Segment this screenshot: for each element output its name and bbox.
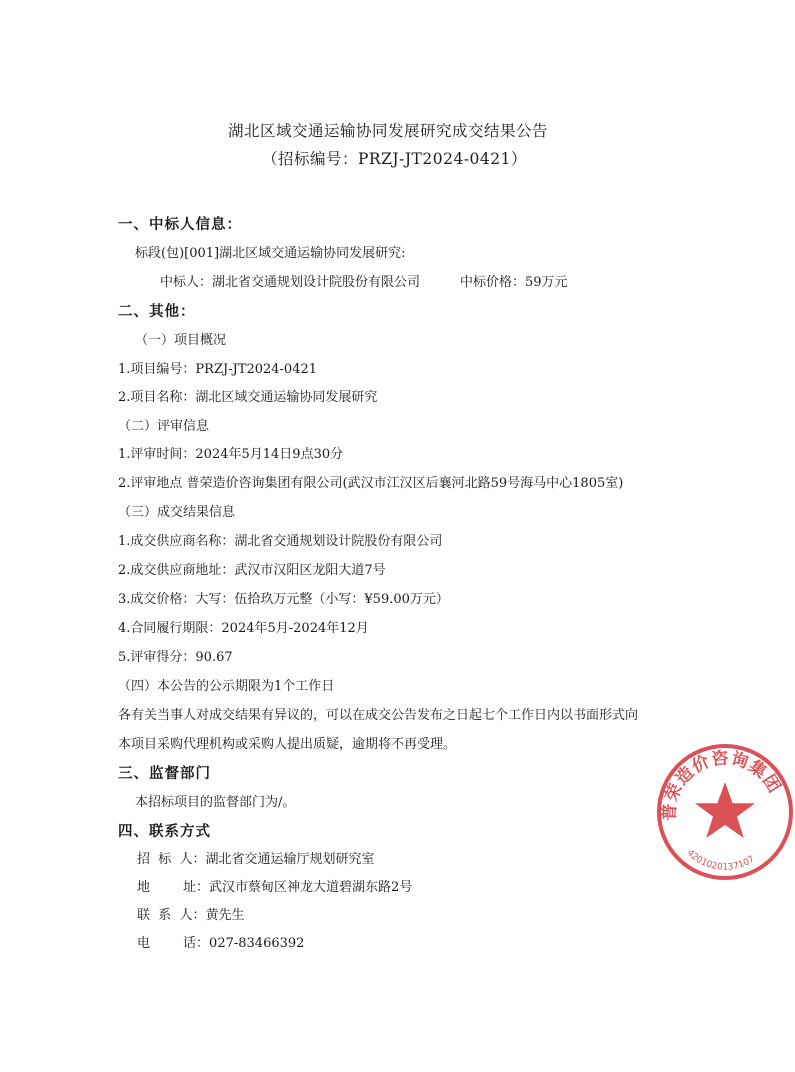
project-name: 2.项目名称：湖北区域交通运输协同发展研究: [118, 390, 378, 405]
review-time: 1.评审时间：2024年5月14日9点30分: [118, 447, 344, 462]
objection-line-1: 各有关当事人对成交结果有异议的，可以在成交公告发布之日起七个工作日内以书面形式向: [118, 708, 639, 723]
lot-line: 标段(包)[001]湖北区域交通运输协同发展研究:: [135, 246, 406, 261]
supervision-text: 本招标项目的监督部门为/。: [135, 795, 296, 810]
project-number: 1.项目编号：PRZJ-JT2024-0421: [118, 362, 318, 377]
document-title: 湖北区域交通运输协同发展研究成交结果公告: [228, 122, 549, 140]
subheading-review-info: （二）评审信息: [118, 419, 210, 434]
winner-price: 中标价格：59万元: [460, 275, 568, 290]
section-heading-supervision: 三、监督部门: [118, 766, 211, 782]
objection-line-2: 本项目采购代理机构或采购人提出质疑，逾期将不再受理。: [118, 737, 457, 752]
contact-person: 联 系 人：黄先生: [137, 908, 245, 923]
supplier-address: 2.成交供应商地址：武汉市汉阳区龙阳大道7号: [118, 563, 386, 578]
winner-name: 中标人：湖北省交通规划设计院股份有限公司: [160, 275, 421, 290]
section-heading-winner-info: 一、中标人信息：: [118, 217, 242, 233]
review-location: 2.评审地点 普荣造价咨询集团有限公司(武汉市江汉区后襄河北路59号海马中心1805室): [118, 476, 624, 491]
winner-line: [160, 274, 568, 292]
company-seal-stamp: [655, 742, 795, 882]
section-heading-contact: 四、联系方式: [118, 824, 211, 840]
supplier-name: 1.成交供应商名称：湖北省交通规划设计院股份有限公司: [118, 534, 443, 549]
deal-price: 3.成交价格：大写：伍拾玖万元整（小写：¥59.00万元）: [118, 592, 449, 607]
seal-org-text: 普荣造价咨询集团: [659, 748, 785, 822]
bid-number: （招标编号：PRZJ-JT2024-0421）: [262, 150, 528, 168]
subheading-project-overview: （一）项目概况: [135, 333, 227, 348]
publicity-period: （四）本公告的公示期限为1个工作日: [118, 679, 335, 694]
contract-period: 4.合同履行期限：2024年5月-2024年12月: [118, 621, 369, 636]
seal-code-text: 4201020137107: [684, 848, 757, 873]
subheading-result-info: （三）成交结果信息: [118, 505, 236, 520]
review-score: 5.评审得分：90.67: [118, 650, 233, 665]
contact-tenderer: 招 标 人：湖北省交通运输厅规划研究室: [137, 852, 375, 867]
contact-address: 地 址：武汉市蔡甸区神龙大道碧湖东路2号: [137, 880, 413, 895]
contact-phone: 电 话：027-83466392: [137, 936, 305, 951]
seal-star-icon: [695, 782, 755, 838]
section-heading-other: 二、其他：: [118, 304, 196, 320]
